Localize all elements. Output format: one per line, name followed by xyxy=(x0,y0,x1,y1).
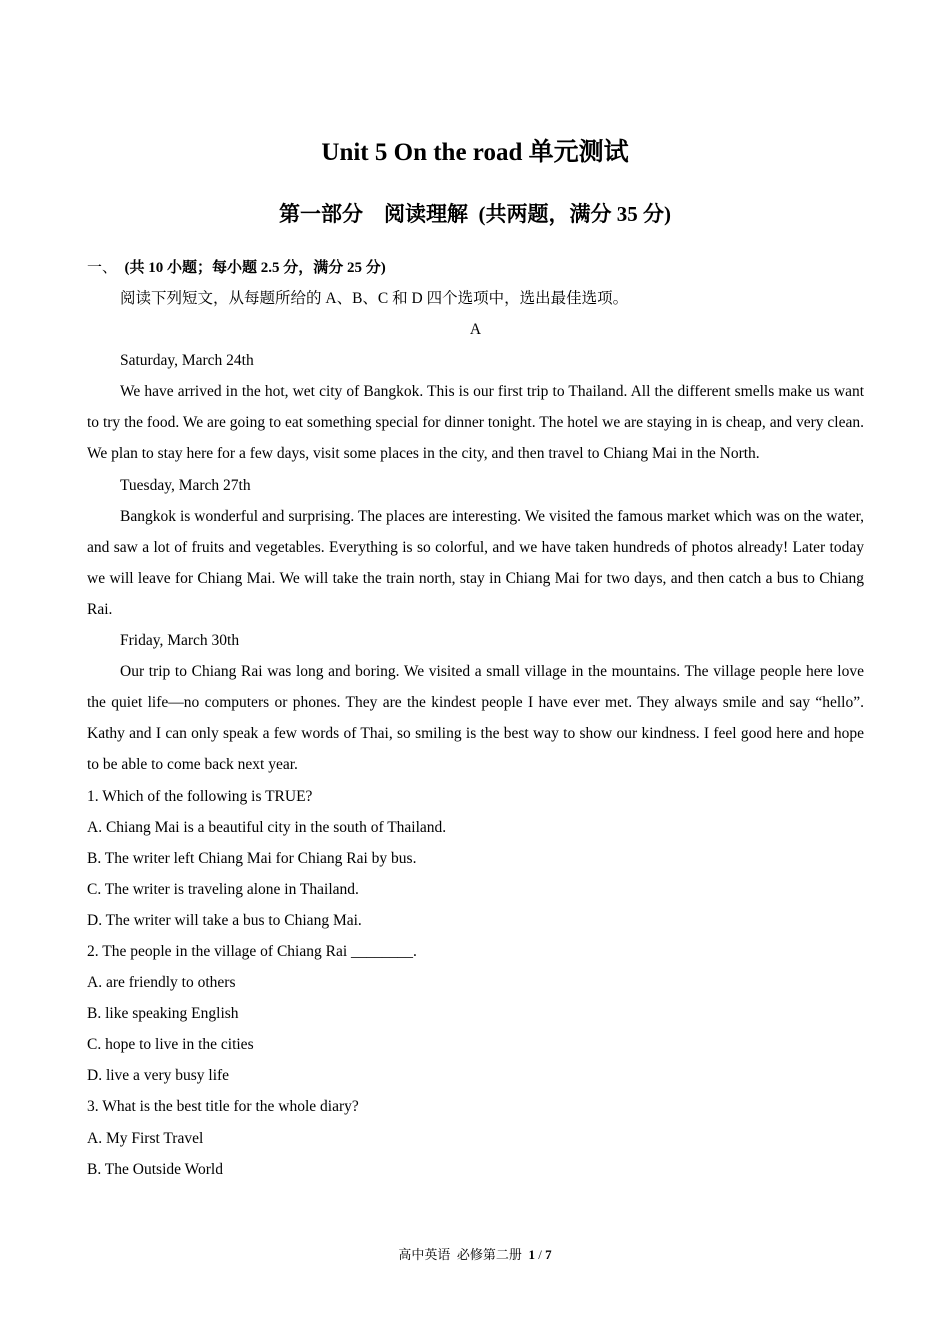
diary-entry: Our trip to Chiang Rai was long and boring. We visited a small village in the mountains. The village people here love the quiet life—no computers or phones. They are the kindest people I have ever met. They always smile and say “hello”. Kathy and I can only speak a few words of Thai, so smiling is the best way to show our kindness. I feel good here and hope to be able to come back next year. xyxy=(87,663,864,774)
page-total: 7 xyxy=(545,1247,552,1262)
question-stem: 1. Which of the following is TRUE? xyxy=(87,787,313,805)
diary-entry: Bangkok is wonderful and surprising. The places are interesting. We visited the famous market which was on the water, and saw a lot of fruits and vegetables. Everything is so colorful, and we have taken hundreds of photos already! Later today we will leave for Chiang Mai. We will take the train north, stay in Chiang Mai for two days, and then catch a bus to Chiang Rai. xyxy=(87,507,864,618)
part-heading: 第一部分 阅读理解 (共两题，满分 35 分) xyxy=(279,202,671,226)
section-note: (共 10 小题；每小题 2.5 分，满分 25 分) xyxy=(124,260,386,276)
instruction: 阅读下列短文，从每题所给的 A、B、C 和 D 四个选项中，选出最佳选项。 xyxy=(120,290,629,307)
answer-option: B. The Outside World xyxy=(87,1160,223,1178)
diary-date: Tuesday, March 27th xyxy=(120,476,251,494)
page-footer xyxy=(0,1245,950,1265)
answer-option: B. The writer left Chiang Mai for Chiang Rai by bus. xyxy=(87,849,417,867)
reading-passage xyxy=(87,283,864,1185)
answer-option: A. My First Travel xyxy=(87,1129,204,1147)
passage-label: A xyxy=(469,321,482,339)
answer-option: D. The writer will take a bus to Chiang Mai. xyxy=(87,911,362,929)
diary-date: Saturday, March 24th xyxy=(120,352,254,370)
page-title: Unit 5 On the road 单元测试 xyxy=(321,139,629,166)
section-heading xyxy=(87,257,386,279)
answer-option: D. live a very busy life xyxy=(87,1067,230,1085)
page-separator: / xyxy=(538,1247,542,1262)
question-stem: 3. What is the best title for the whole diary? xyxy=(87,1098,359,1116)
diary-entry: We have arrived in the hot, wet city of Bangkok. This is our first trip to Thailand. All the different smells make us want to try the food. We are going to eat something special for dinner tonight. The hotel we are staying in is cheap, and very clean. We plan to stay here for a few days, visit some places in the city, and then travel to Chiang Mai in the North. xyxy=(87,383,864,463)
question-stem: 2. The people in the village of Chiang Rai ________. xyxy=(87,942,417,960)
answer-option: C. hope to live in the cities xyxy=(87,1036,254,1054)
answer-option: A. are friendly to others xyxy=(87,974,236,992)
page-number: 1 xyxy=(528,1247,535,1262)
answer-option: B. like speaking English xyxy=(87,1005,239,1023)
answer-option: C. The writer is traveling alone in Thailand. xyxy=(87,880,359,898)
section-number: 一、 xyxy=(87,260,118,276)
answer-option: A. Chiang Mai is a beautiful city in the south of Thailand. xyxy=(87,818,447,836)
diary-date: Friday, March 30th xyxy=(120,632,240,650)
footer-label: 高中英语 必修第二册 xyxy=(398,1247,522,1262)
